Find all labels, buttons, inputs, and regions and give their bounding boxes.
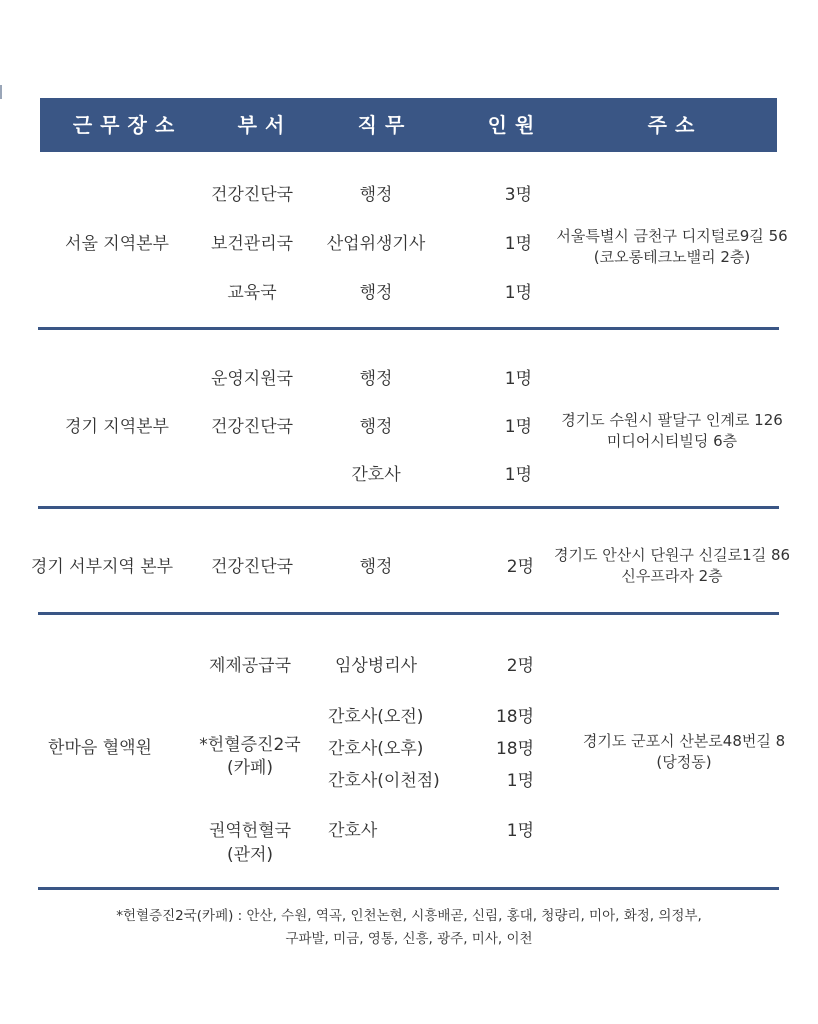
count-cell: 18명 [495, 707, 534, 727]
dept-cell: 건강진단국 [210, 185, 294, 205]
job-cell: 행정 [359, 185, 393, 205]
location-label: 경기 지역본부 [65, 417, 169, 437]
address-line: 서울특별시 금천구 디지털로9길 56 [556, 227, 788, 245]
header-address: 주소 [647, 113, 703, 137]
count-cell: 2명 [506, 557, 534, 577]
row-divider [38, 506, 779, 509]
count-cell: 1명 [504, 234, 532, 254]
dept-cell: 제제공급국 [208, 656, 292, 676]
footnote-line-1: *헌혈증진2국(카페) : 안산, 수원, 역곡, 인천논현, 시흥배곧, 신림, 홍대, 청량리, 미아, 화정, 의정부, [116, 908, 702, 924]
location-label: 한마음 혈액원 [48, 738, 152, 758]
address-line: 경기도 안산시 단원구 신길로1길 86 [553, 546, 791, 564]
job-cell: 간호사 [351, 465, 401, 485]
count-cell: 1명 [504, 417, 532, 437]
address-line: (코오롱테크노밸리 2층) [593, 248, 751, 266]
job-cell: 간호사(오전) [328, 707, 424, 727]
header-department: 부서 [237, 113, 293, 137]
count-cell: 2명 [506, 656, 534, 676]
dept-cell: 권역헌혈국 [208, 821, 292, 841]
row-divider [38, 612, 779, 615]
count-cell: 1명 [506, 771, 534, 791]
location-label: 서울 지역본부 [65, 234, 169, 254]
address-line: 신우프라자 2층 [621, 567, 723, 585]
dept-cell: *헌혈증진2국 [199, 735, 301, 755]
job-cell: 행정 [359, 283, 393, 303]
dept-cell: 보건관리국 [210, 234, 294, 254]
header-count: 인원 [487, 113, 543, 137]
job-cell: 임상병리사 [334, 656, 418, 676]
table-header [40, 98, 777, 152]
count-cell: 1명 [504, 369, 532, 389]
table-bottom-divider [38, 887, 779, 890]
count-cell: 18명 [495, 739, 534, 759]
address-line: 경기도 군포시 산본로48번길 8 [582, 732, 786, 750]
header-job: 직무 [357, 113, 413, 137]
job-cell: 행정 [359, 369, 393, 389]
dept-sub-cell: (카페) [226, 758, 274, 778]
address-line: 경기도 수원시 팔달구 인계로 126 [561, 411, 783, 429]
row-divider [38, 327, 779, 330]
dept-sub-cell: (관저) [226, 845, 274, 865]
dept-cell: 건강진단국 [210, 417, 294, 437]
dept-cell: 운영지원국 [210, 369, 294, 389]
dept-cell: 교육국 [227, 283, 277, 303]
job-cell: 산업위생기사 [326, 234, 426, 254]
job-cell: 간호사(이천점) [328, 771, 440, 791]
edge-mark [0, 85, 2, 99]
count-cell: 1명 [504, 465, 532, 485]
count-cell: 3명 [504, 185, 532, 205]
dept-cell: 건강진단국 [210, 557, 294, 577]
job-cell: 행정 [359, 557, 393, 577]
location-label: 경기 서부지역 본부 [30, 557, 174, 577]
footnote-line-2: 구파발, 미금, 영통, 신흥, 광주, 미사, 이천 [285, 931, 533, 947]
job-cell: 간호사(오후) [328, 739, 424, 759]
address-line: 미디어시티빌딩 6층 [606, 432, 738, 450]
job-cell: 행정 [359, 417, 393, 437]
address-line: (당정동) [656, 753, 712, 771]
job-cell: 간호사 [328, 821, 378, 841]
header-location: 근무장소 [72, 113, 183, 137]
count-cell: 1명 [506, 821, 534, 841]
count-cell: 1명 [504, 283, 532, 303]
